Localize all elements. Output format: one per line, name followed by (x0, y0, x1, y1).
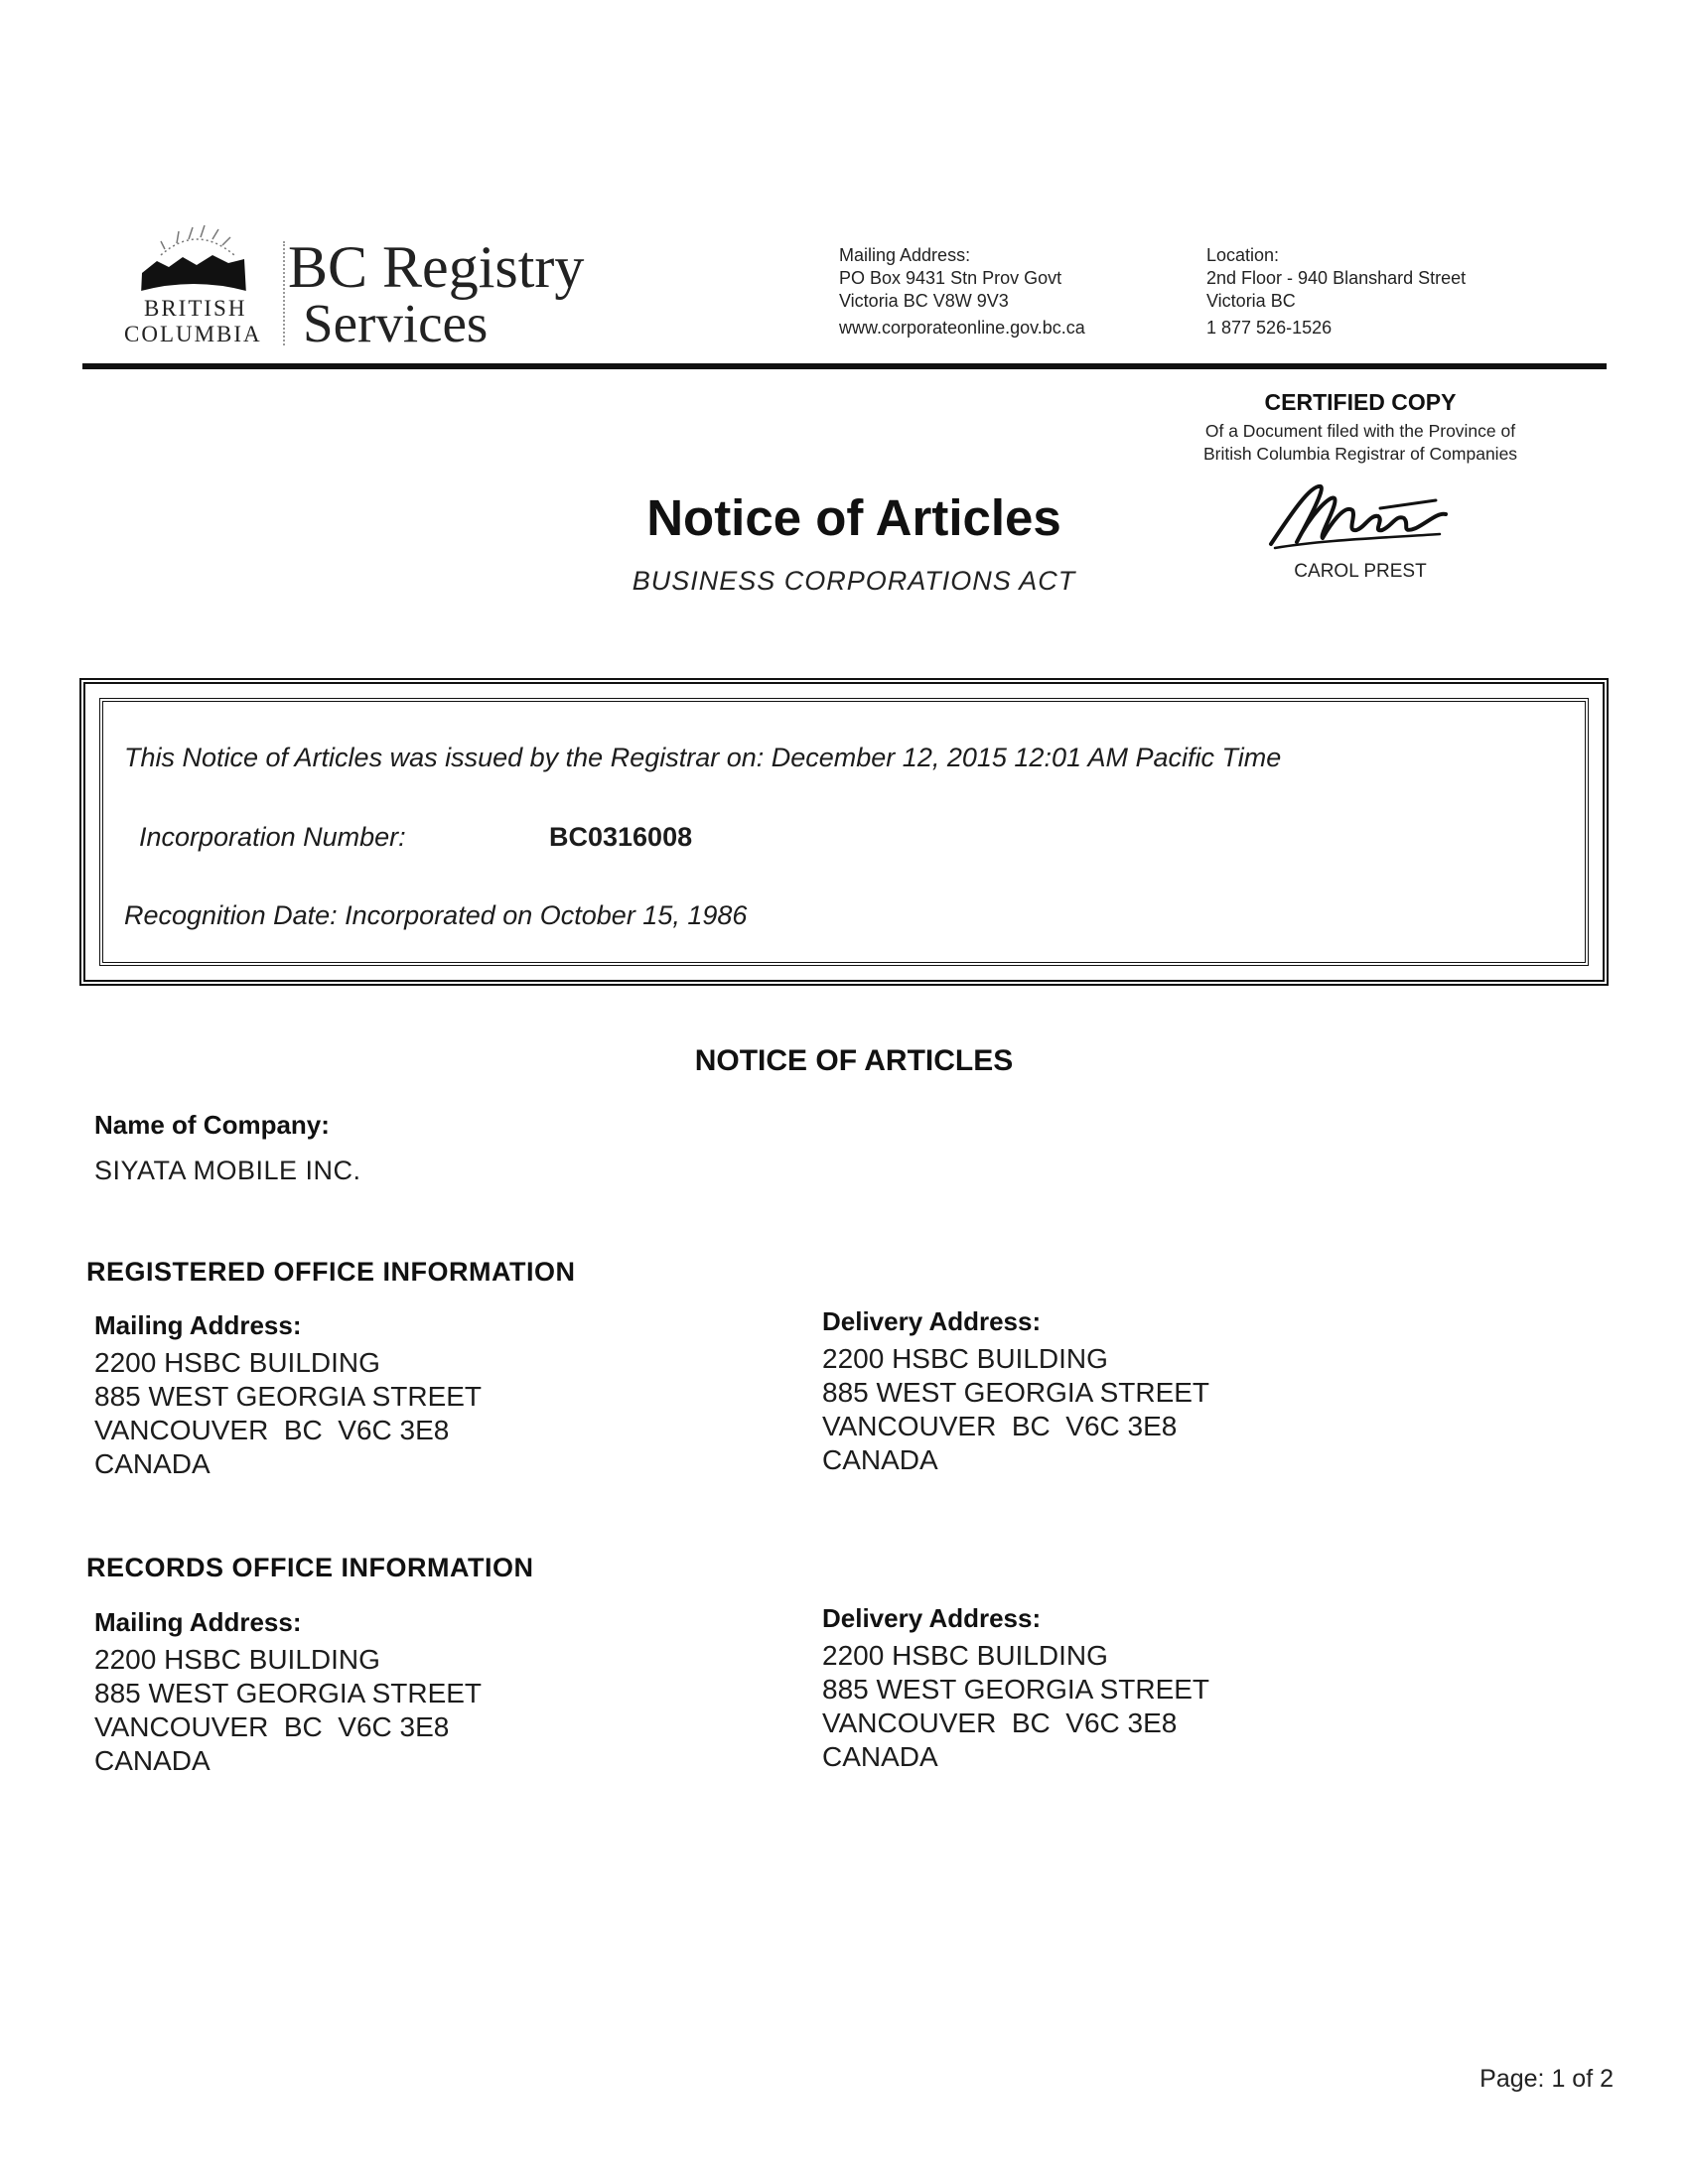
incorporation-number-label: Incorporation Number: (139, 822, 406, 852)
registry-mailing-address (839, 244, 1177, 340)
location-label: Location: (1206, 245, 1280, 265)
location-line2: Victoria BC (1206, 291, 1296, 311)
registry-website: www.corporateonline.gov.bc.ca (839, 318, 1085, 338)
registry-phone: 1 877 526-1526 (1206, 318, 1333, 338)
address-line: CANADA (94, 1448, 211, 1479)
address-line: VANCOUVER BC V6C 3E8 (822, 1707, 1178, 1738)
registry-title-line2: Services (303, 293, 489, 353)
section-heading: NOTICE OF ARTICLES (694, 1044, 1014, 1077)
certified-copy-title: CERTIFIED COPY (1264, 389, 1457, 415)
address-line: 885 WEST GEORGIA STREET (822, 1377, 1210, 1408)
registered-office-mailing-address (94, 1308, 482, 1481)
address-label: Mailing Address: (94, 1310, 302, 1340)
address-line: 885 WEST GEORGIA STREET (94, 1381, 483, 1412)
company-name-label: Name of Company: (94, 1110, 330, 1140)
address-line: 2200 HSBC BUILDING (822, 1640, 1108, 1671)
address-line: VANCOUVER BC V6C 3E8 (94, 1711, 450, 1742)
address-label: Mailing Address: (94, 1607, 302, 1637)
header-rule (82, 363, 1607, 369)
registered-office-title: REGISTERED OFFICE INFORMATION (86, 1257, 576, 1287)
address-line: 2200 HSBC BUILDING (94, 1347, 380, 1378)
address-line: 2200 HSBC BUILDING (94, 1644, 380, 1675)
address-line: 2200 HSBC BUILDING (822, 1343, 1108, 1374)
certified-copy-block (1142, 389, 1579, 466)
address-line: CANADA (94, 1745, 211, 1776)
registrar-name: CAROL PREST (1294, 561, 1427, 582)
recognition-date-line: Recognition Date: Incorporated on October 15, 1986 (124, 900, 748, 930)
address-line: 885 WEST GEORGIA STREET (94, 1678, 483, 1708)
certified-line1: Of a Document filed with the Province of (1204, 421, 1516, 441)
logo-text-british: BRITISH (144, 296, 247, 321)
document-title: Notice of Articles (646, 489, 1061, 546)
registry-title-line1: BC Registry (288, 234, 585, 300)
address-line: 885 WEST GEORGIA STREET (822, 1674, 1210, 1705)
mailing-line2: Victoria BC V8W 9V3 (839, 291, 1009, 311)
records-office-title: RECORDS OFFICE INFORMATION (86, 1553, 534, 1582)
certified-line2: British Columbia Registrar of Companies (1202, 444, 1518, 464)
company-name-value: SIYATA MOBILE INC. (94, 1156, 361, 1185)
certified-copy-description (1142, 420, 1579, 466)
address-label: Delivery Address: (822, 1603, 1042, 1633)
page-number: Page: 1 of 2 (1479, 2065, 1614, 2093)
address-line: VANCOUVER BC V6C 3E8 (94, 1415, 450, 1445)
document-act: BUSINESS CORPORATIONS ACT (632, 566, 1076, 596)
location-line1: 2nd Floor - 940 Blanshard Street (1206, 268, 1467, 288)
records-office-mailing-address (94, 1605, 482, 1778)
incorporation-number-value: BC0316008 (549, 822, 693, 852)
mailing-label: Mailing Address: (839, 245, 971, 265)
records-office-delivery-address (822, 1601, 1209, 1774)
address-label: Delivery Address: (822, 1306, 1042, 1336)
registered-office-delivery-address (822, 1304, 1209, 1477)
mailing-line1: PO Box 9431 Stn Prov Govt (839, 268, 1062, 288)
address-line: CANADA (822, 1444, 938, 1475)
address-line: CANADA (822, 1741, 938, 1772)
signature-icon (1261, 475, 1460, 554)
logo-divider (283, 241, 285, 345)
registry-location (1206, 244, 1623, 340)
issued-date-line: This Notice of Articles was issued by the Registrar on: December 12, 2015 12:01 AM Pacific Time (124, 743, 1282, 772)
address-line: VANCOUVER BC V6C 3E8 (822, 1411, 1178, 1441)
logo-text-columbia: COLUMBIA (124, 322, 262, 346)
